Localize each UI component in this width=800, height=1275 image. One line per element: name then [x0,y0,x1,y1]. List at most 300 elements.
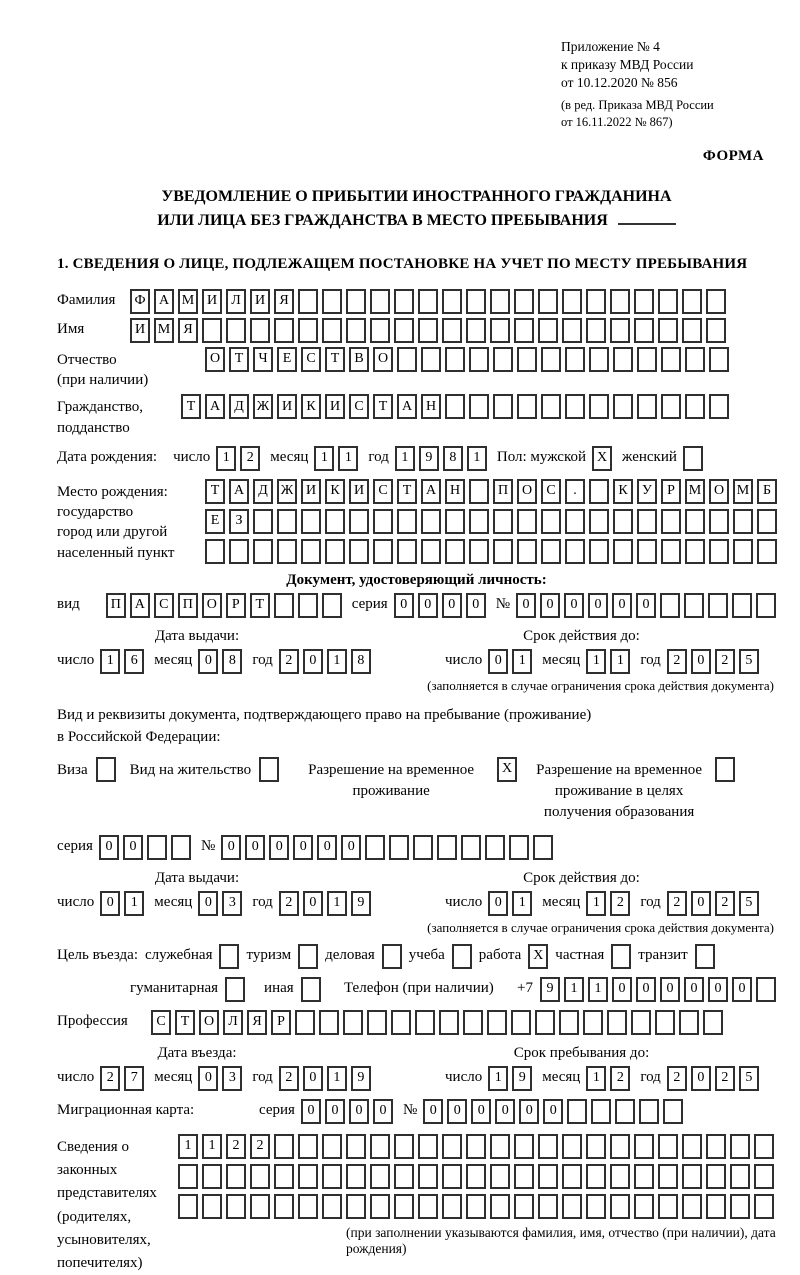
form-cell[interactable] [610,289,630,314]
form-cell[interactable] [397,539,417,564]
form-cell[interactable] [658,1164,678,1189]
form-cell[interactable] [695,944,715,969]
form-cell[interactable] [466,318,486,343]
form-cell[interactable] [732,593,752,618]
form-cell[interactable]: . [565,479,585,504]
form-cell[interactable]: 8 [443,446,463,471]
form-cell[interactable] [413,835,433,860]
form-cell[interactable] [685,394,705,419]
form-cell[interactable] [346,1164,366,1189]
form-cell[interactable] [319,1010,339,1035]
form-cell[interactable]: 1 [586,649,606,674]
form-cell[interactable]: 0 [293,835,313,860]
form-cell[interactable]: 0 [684,977,704,1002]
form-cell[interactable]: С [154,593,174,618]
form-cell[interactable] [639,1099,659,1124]
form-cell[interactable] [533,835,553,860]
form-cell[interactable] [634,1194,654,1219]
form-cell[interactable] [613,509,633,534]
form-cell[interactable] [226,1194,246,1219]
form-cell[interactable]: А [397,394,417,419]
form-cell[interactable] [709,539,729,564]
form-cell[interactable] [538,1134,558,1159]
form-cell[interactable] [394,1164,414,1189]
form-cell[interactable] [277,539,297,564]
form-cell[interactable] [325,509,345,534]
form-cell[interactable]: 0 [303,649,323,674]
form-cell[interactable]: Т [373,394,393,419]
form-cell[interactable] [756,593,776,618]
form-cell[interactable] [538,1164,558,1189]
form-cell[interactable]: А [130,593,150,618]
form-cell[interactable] [415,1010,435,1035]
form-cell[interactable]: 1 [395,446,415,471]
form-cell[interactable] [517,539,537,564]
form-cell[interactable] [517,394,537,419]
form-cell[interactable]: Л [226,289,246,314]
form-cell[interactable]: П [178,593,198,618]
form-cell[interactable] [685,347,705,372]
form-cell[interactable] [559,1010,579,1035]
form-cell[interactable] [367,1010,387,1035]
form-cell[interactable]: 9 [419,446,439,471]
purpose-study-checkbox[interactable] [452,944,472,969]
form-cell[interactable] [661,539,681,564]
form-cell[interactable] [418,1134,438,1159]
form-cell[interactable]: 1 [338,446,358,471]
form-cell[interactable]: 2 [240,446,260,471]
form-cell[interactable] [445,394,465,419]
form-cell[interactable] [250,1164,270,1189]
form-cell[interactable] [610,1164,630,1189]
form-cell[interactable] [514,1164,534,1189]
form-cell[interactable]: 0 [471,1099,491,1124]
form-cell[interactable] [706,1134,726,1159]
form-cell[interactable]: 1 [202,1134,222,1159]
form-cell[interactable]: 0 [373,1099,393,1124]
form-cell[interactable]: 0 [123,835,143,860]
form-cell[interactable] [538,1194,558,1219]
form-cell[interactable] [562,1194,582,1219]
form-cell[interactable] [442,289,462,314]
form-cell[interactable] [611,944,631,969]
form-cell[interactable] [437,835,457,860]
form-cell[interactable] [589,394,609,419]
form-cell[interactable]: 1 [216,446,236,471]
form-cell[interactable]: И [250,289,270,314]
form-cell[interactable]: Л [223,1010,243,1035]
form-cell[interactable] [250,318,270,343]
form-cell[interactable] [715,757,735,782]
form-cell[interactable] [389,835,409,860]
form-cell[interactable]: Т [397,479,417,504]
form-cell[interactable] [730,1164,750,1189]
form-cell[interactable] [655,1010,675,1035]
form-cell[interactable]: М [685,479,705,504]
form-cell[interactable]: 0 [303,891,323,916]
form-cell[interactable] [487,1010,507,1035]
form-cell[interactable]: Ч [253,347,273,372]
form-cell[interactable]: 0 [691,649,711,674]
form-cell[interactable] [541,509,561,534]
form-cell[interactable] [171,835,191,860]
form-cell[interactable] [613,394,633,419]
form-cell[interactable]: X [528,944,548,969]
form-cell[interactable]: А [421,479,441,504]
form-cell[interactable] [346,289,366,314]
form-cell[interactable] [634,318,654,343]
form-cell[interactable]: 0 [325,1099,345,1124]
form-cell[interactable]: 0 [100,891,120,916]
form-cell[interactable] [586,1164,606,1189]
form-cell[interactable]: 9 [351,1066,371,1091]
form-cell[interactable] [490,318,510,343]
form-cell[interactable]: 0 [99,835,119,860]
form-cell[interactable] [541,394,561,419]
form-cell[interactable]: 0 [519,1099,539,1124]
form-cell[interactable] [754,1194,774,1219]
form-cell[interactable] [202,318,222,343]
form-cell[interactable]: 0 [540,593,560,618]
form-cell[interactable] [535,1010,555,1035]
form-cell[interactable]: 1 [314,446,334,471]
form-cell[interactable] [485,835,505,860]
form-cell[interactable] [586,1134,606,1159]
form-cell[interactable]: 1 [512,649,532,674]
form-cell[interactable] [370,318,390,343]
form-cell[interactable]: К [613,479,633,504]
form-cell[interactable]: 0 [636,977,656,1002]
form-cell[interactable]: О [373,347,393,372]
form-cell[interactable]: О [202,593,222,618]
purpose-private-checkbox[interactable] [611,944,631,969]
form-cell[interactable]: 1 [610,649,630,674]
form-cell[interactable] [658,1134,678,1159]
purpose-tourism-checkbox[interactable] [298,944,318,969]
form-cell[interactable]: 0 [636,593,656,618]
form-cell[interactable] [661,509,681,534]
form-cell[interactable] [661,394,681,419]
form-cell[interactable] [298,593,318,618]
form-cell[interactable] [178,1194,198,1219]
form-cell[interactable]: 0 [495,1099,515,1124]
sex-female-checkbox[interactable] [683,446,703,471]
form-cell[interactable]: 2 [226,1134,246,1159]
form-cell[interactable]: 2 [279,1066,299,1091]
form-cell[interactable] [708,593,728,618]
form-cell[interactable] [250,1194,270,1219]
form-cell[interactable] [349,539,369,564]
purpose-official-checkbox[interactable] [219,944,239,969]
form-cell[interactable]: Е [205,509,225,534]
form-cell[interactable] [709,509,729,534]
form-cell[interactable] [682,318,702,343]
form-cell[interactable] [610,318,630,343]
form-cell[interactable]: 1 [512,891,532,916]
form-cell[interactable]: 1 [467,446,487,471]
form-cell[interactable] [466,1164,486,1189]
form-cell[interactable] [418,1164,438,1189]
form-cell[interactable] [253,539,273,564]
form-cell[interactable] [322,289,342,314]
form-cell[interactable]: 0 [732,977,752,1002]
form-cell[interactable]: 9 [351,891,371,916]
form-cell[interactable] [301,977,321,1002]
form-cell[interactable]: 2 [250,1134,270,1159]
form-cell[interactable]: 1 [327,1066,347,1091]
form-cell[interactable] [706,1164,726,1189]
form-cell[interactable] [205,539,225,564]
form-cell[interactable] [445,347,465,372]
form-cell[interactable] [322,593,342,618]
form-cell[interactable] [682,1194,702,1219]
form-cell[interactable] [754,1164,774,1189]
form-cell[interactable]: С [541,479,561,504]
form-cell[interactable] [634,289,654,314]
form-cell[interactable] [226,1164,246,1189]
form-cell[interactable]: О [205,347,225,372]
form-cell[interactable] [370,1194,390,1219]
form-cell[interactable]: А [229,479,249,504]
form-cell[interactable]: 5 [739,1066,759,1091]
form-cell[interactable] [730,1194,750,1219]
form-cell[interactable] [418,289,438,314]
form-cell[interactable] [229,539,249,564]
form-cell[interactable] [709,347,729,372]
form-cell[interactable] [274,1134,294,1159]
form-cell[interactable] [421,509,441,534]
form-cell[interactable]: Т [325,347,345,372]
form-cell[interactable] [365,835,385,860]
form-cell[interactable]: Р [661,479,681,504]
form-cell[interactable] [517,347,537,372]
form-cell[interactable]: 9 [512,1066,532,1091]
form-cell[interactable] [298,318,318,343]
form-cell[interactable] [706,289,726,314]
form-cell[interactable] [586,318,606,343]
sex-male-checkbox[interactable] [592,446,612,471]
form-cell[interactable] [733,509,753,534]
form-cell[interactable] [298,944,318,969]
form-cell[interactable] [346,1134,366,1159]
form-cell[interactable] [586,1194,606,1219]
form-cell[interactable]: В [349,347,369,372]
form-cell[interactable] [589,479,609,504]
form-cell[interactable] [637,347,657,372]
form-cell[interactable] [637,394,657,419]
form-cell[interactable]: 0 [269,835,289,860]
form-cell[interactable] [463,1010,483,1035]
form-cell[interactable]: И [130,318,150,343]
form-cell[interactable]: С [373,479,393,504]
form-cell[interactable]: Б [757,479,777,504]
form-cell[interactable]: 1 [100,649,120,674]
form-cell[interactable]: Н [421,394,441,419]
form-cell[interactable]: 0 [418,593,438,618]
form-cell[interactable] [490,1134,510,1159]
form-cell[interactable]: 8 [222,649,242,674]
form-cell[interactable]: 2 [715,891,735,916]
form-cell[interactable] [445,539,465,564]
form-cell[interactable]: 5 [739,649,759,674]
form-cell[interactable] [370,1134,390,1159]
form-cell[interactable]: Т [181,394,201,419]
form-cell[interactable] [589,347,609,372]
form-cell[interactable]: Я [247,1010,267,1035]
form-cell[interactable]: X [497,757,517,782]
form-cell[interactable] [301,539,321,564]
form-cell[interactable]: 1 [488,1066,508,1091]
form-cell[interactable]: А [154,289,174,314]
form-cell[interactable] [442,1164,462,1189]
form-cell[interactable]: 0 [198,891,218,916]
form-cell[interactable] [565,347,585,372]
form-cell[interactable]: 2 [100,1066,120,1091]
form-cell[interactable] [277,509,297,534]
form-cell[interactable] [610,1194,630,1219]
form-cell[interactable] [567,1099,587,1124]
form-cell[interactable]: 0 [341,835,361,860]
form-cell[interactable]: 0 [442,593,462,618]
form-cell[interactable]: 2 [667,1066,687,1091]
form-cell[interactable] [466,289,486,314]
temp-residence-checkbox[interactable] [497,757,517,782]
form-cell[interactable] [757,509,777,534]
purpose-business-checkbox[interactable] [382,944,402,969]
form-cell[interactable] [733,539,753,564]
form-cell[interactable]: Ж [277,479,297,504]
form-cell[interactable] [442,318,462,343]
form-cell[interactable] [683,446,703,471]
form-cell[interactable]: 0 [516,593,536,618]
form-cell[interactable] [610,1134,630,1159]
form-cell[interactable] [706,1194,726,1219]
form-cell[interactable]: 0 [488,891,508,916]
form-cell[interactable] [219,944,239,969]
form-cell[interactable]: Д [253,479,273,504]
form-cell[interactable] [469,347,489,372]
form-cell[interactable]: 5 [739,891,759,916]
form-cell[interactable] [469,509,489,534]
form-cell[interactable]: 0 [423,1099,443,1124]
form-cell[interactable] [370,1164,390,1189]
form-cell[interactable]: О [709,479,729,504]
form-cell[interactable] [637,539,657,564]
form-cell[interactable] [397,347,417,372]
form-cell[interactable]: О [199,1010,219,1035]
form-cell[interactable]: Т [175,1010,195,1035]
residence-permit-checkbox[interactable] [259,757,279,782]
form-cell[interactable] [452,944,472,969]
form-cell[interactable] [591,1099,611,1124]
form-cell[interactable]: 0 [245,835,265,860]
form-cell[interactable] [562,318,582,343]
form-cell[interactable] [322,1194,342,1219]
form-cell[interactable]: X [592,446,612,471]
visa-checkbox[interactable] [96,757,116,782]
form-cell[interactable]: 1 [564,977,584,1002]
form-cell[interactable] [346,1194,366,1219]
form-cell[interactable] [757,539,777,564]
form-cell[interactable] [583,1010,603,1035]
form-cell[interactable]: 0 [612,593,632,618]
form-cell[interactable] [493,347,513,372]
form-cell[interactable] [637,509,657,534]
form-cell[interactable]: П [493,479,513,504]
form-cell[interactable] [589,509,609,534]
form-cell[interactable]: 0 [221,835,241,860]
form-cell[interactable]: 0 [660,977,680,1002]
form-cell[interactable] [469,479,489,504]
form-cell[interactable]: 0 [691,1066,711,1091]
form-cell[interactable] [373,509,393,534]
form-cell[interactable]: 2 [667,649,687,674]
form-cell[interactable] [541,347,561,372]
form-cell[interactable] [514,289,534,314]
form-cell[interactable] [709,394,729,419]
form-cell[interactable] [703,1010,723,1035]
purpose-humanitarian-checkbox[interactable] [225,977,245,1002]
form-cell[interactable] [442,1134,462,1159]
form-cell[interactable] [613,347,633,372]
form-cell[interactable] [514,1194,534,1219]
form-cell[interactable]: 2 [610,1066,630,1091]
form-cell[interactable] [565,509,585,534]
form-cell[interactable]: Ж [253,394,273,419]
form-cell[interactable] [349,509,369,534]
form-cell[interactable]: Я [178,318,198,343]
form-cell[interactable]: Р [271,1010,291,1035]
form-cell[interactable]: 1 [586,891,606,916]
form-cell[interactable] [658,318,678,343]
form-cell[interactable]: 1 [327,649,347,674]
form-cell[interactable] [178,1164,198,1189]
form-cell[interactable]: С [349,394,369,419]
form-cell[interactable] [490,1194,510,1219]
form-cell[interactable] [225,977,245,1002]
form-cell[interactable]: Т [229,347,249,372]
form-cell[interactable] [439,1010,459,1035]
form-cell[interactable] [469,394,489,419]
form-cell[interactable]: 0 [588,593,608,618]
form-cell[interactable] [684,593,704,618]
form-cell[interactable] [631,1010,651,1035]
form-cell[interactable] [706,318,726,343]
form-cell[interactable]: 0 [708,977,728,1002]
form-cell[interactable] [274,593,294,618]
form-cell[interactable]: И [325,394,345,419]
form-cell[interactable] [509,835,529,860]
form-cell[interactable] [295,1010,315,1035]
form-cell[interactable] [541,539,561,564]
form-cell[interactable]: 9 [540,977,560,1002]
form-cell[interactable] [394,1134,414,1159]
form-cell[interactable] [517,509,537,534]
form-cell[interactable] [442,1194,462,1219]
form-cell[interactable]: И [301,479,321,504]
form-cell[interactable] [756,977,776,1002]
purpose-transit-checkbox[interactable] [695,944,715,969]
form-cell[interactable] [562,1134,582,1159]
form-cell[interactable]: С [151,1010,171,1035]
form-cell[interactable] [493,539,513,564]
form-cell[interactable]: 0 [303,1066,323,1091]
form-cell[interactable] [660,593,680,618]
form-cell[interactable] [658,289,678,314]
form-cell[interactable]: 2 [279,649,299,674]
form-cell[interactable]: 1 [327,891,347,916]
form-cell[interactable] [634,1134,654,1159]
